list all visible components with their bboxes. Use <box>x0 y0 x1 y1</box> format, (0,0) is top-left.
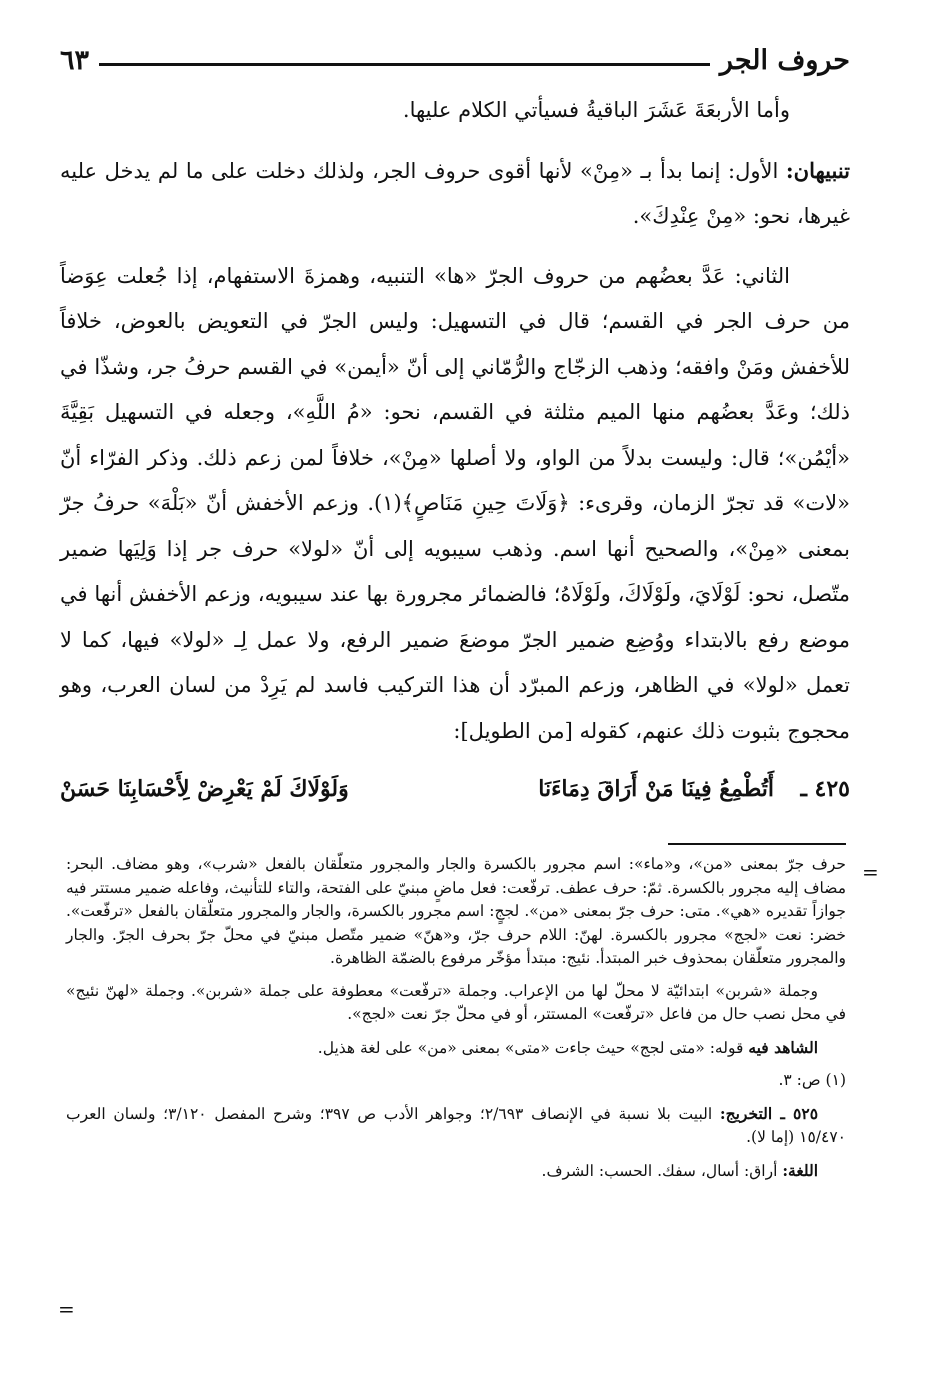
chapter-title: حروف الجر <box>719 45 850 76</box>
paragraph-2-text: الأول: إنما بدأ بـ «مِنْ» لأنها أقوى حروف الجر، ولذلك دخلت على ما لم يدخل عليه غيرها، نحو: «مِنْ عِنْدِكَ». <box>60 158 850 228</box>
footnote-lexicon <box>66 1159 846 1184</box>
footnote-sources <box>66 1102 846 1150</box>
verse-second-hemistich: وَلَوْلَاكَ لَمْ يَعْرِضْ لِأَحْسَابِنَا حَسَنْ <box>60 776 349 802</box>
header-rule <box>99 63 710 66</box>
footnote-lexicon-lead: اللغة: <box>782 1160 818 1180</box>
main-text <box>60 88 850 754</box>
paragraph-3: الثاني: عَدَّ بعضُهم من حروف الجرّ «ها» التنبيه، وهمزةَ الاستفهام، إذا جُعلت عِوَضاً من حرف الجر في القسم؛ قال في التسهيل: وليس الجرّ في التعويض بالعوض، خلافاً للأخفش ومَنْ وافقه؛ وذهب الزجّاج والرُّمّاني إلى أنّ «أيمن» في القسم حرفُ جر، وشذّا في ذلك؛ وعَدَّ بعضُهم منها الميم مثلثة في القسم، نحو: «مُ اللَّهِ»، وجعله في التسهيل بَقِيَّةَ «أيْمُن»؛ قال: وليست بدلاً من الواو، ولا أصلها «مِنْ»، خلافاً لمن زعم ذلك. وذكر الفرّاء أنّ «لات» قد تجرّ الزمان، وقرىء: ﴿وَلَاتَ حِينِ مَنَاصٍ﴾(١). وزعم الأخفش أنّ «بَلْهَ» حرفُ جرّ بمعنى «مِنْ»، والصحيح أنها اسم. وذهب سيبويه إلى أنّ «لولا» حرف جر إذا وَلِيَها ضمير متّصل، نحو: لَوْلَايَ، ولَوْلَاكَ، ولَوْلَاهُ؛ فالضمائر مجرورة بها عند سيبويه، وزعم الأخفش أنها في موضع رفع بالابتداء ووُضِع ضمير الجرّ موضعَ ضمير الرفع، ولا عمل لِـ «لولا» فيها، كما لا تعمل «لولا» في الظاهر، وزعم المبرّد أن هذا التركيب فاسد لم يَرِدْ من لسان العرب، وهو محجوج بثبوت ذلك عنهم، كقوله [من الطويل]: <box>60 263 851 743</box>
footnote-end-mark: = <box>58 1297 75 1321</box>
page-number: ٦٣ <box>60 45 90 76</box>
footnotes <box>66 853 846 1183</box>
running-header <box>60 30 850 76</box>
footnote-separator <box>668 843 846 845</box>
footnote-parsing: حرف جرّ بمعنى «من»، و«ماء»: اسم مجرور بالكسرة والجار والمجرور متعلّقان بالفعل «شرب»، وهو مضاف. البحر: مضاف إليه مجرور بالكسرة. ثمّ: حرف عطف. ترفّعت: فعل ماضٍ مبنيّ على الفتحة، والتاء للتأنيث، وفاعله ضمير مستتر فيه جوازاً تقديره «هي». متى: حرف جرّ بمعنى «من». لججٍ: اسم مجرور بالكسرة، والجار والمجرور متعلّقان بالفعل «ترفّعت». خضر: نعت «لجج» مجرور بالكسرة. لهنّ: اللام حرف جرّ، و«هنّ» ضمير متّصل مبنيّ في محلّ جرّ بحرف الجرّ. والجار والمجرور متعلّقان بمحذوف خبر المبتدأ. نئيج: مبتدأ مؤخّر مرفوع بالضمّة الظاهرة. <box>66 855 846 967</box>
verse-number: ٤٢٥ ـ <box>800 776 850 802</box>
footnote-sources-text: البيت بلا نسبة في الإنصاف ٢/٦٩٣؛ وجواهر الأدب ص ٣٩٧؛ وشرح المفصل ٣/١٢٠؛ ولسان العرب ١٥/٤٧٠ (إما لا). <box>66 1104 846 1146</box>
footnote-evidence-text: قوله: «متى لجج» حيث جاءت «متى» بمعنى «من» على لغة هذيل. <box>317 1038 744 1057</box>
paragraph-2 <box>60 148 850 240</box>
footnote-continuation-mark: = <box>862 860 879 884</box>
footnote-sentences: وجملة «شربن» ابتدائيّة لا محلّ لها من الإعراب. وجملة «ترفّعت» معطوفة على جملة «شربن». وجملة «لهنّ نئيج» في محل نصب حال من فاعل «ترفّعت» المستتر، أو في محلّ جرّ نعت «لجج». <box>66 981 846 1023</box>
paragraph-1: وأما الأربعَةَ عَشَرَ الباقيةُ فسيأتي الكلام عليها. <box>402 98 790 122</box>
paragraph-2-lead: تنبيهان: <box>785 157 850 183</box>
footnote-evidence <box>66 1036 846 1061</box>
footnote-sources-lead: ٥٢٥ ـ التخريج: <box>719 1103 819 1123</box>
footnote-lexicon-text: أراق: أسال، سفك. الحسب: الشرف. <box>541 1161 778 1180</box>
footnote-evidence-lead: الشاهد فيه <box>748 1037 818 1057</box>
verse-first-hemistich: أَتُطْمِعُ فِينَا مَنْ أَرَاقَ دِمَاءَنَا <box>538 776 774 802</box>
footnote-reference-1: (١) ص: ٣. <box>778 1071 846 1089</box>
poem-verse <box>60 770 850 820</box>
